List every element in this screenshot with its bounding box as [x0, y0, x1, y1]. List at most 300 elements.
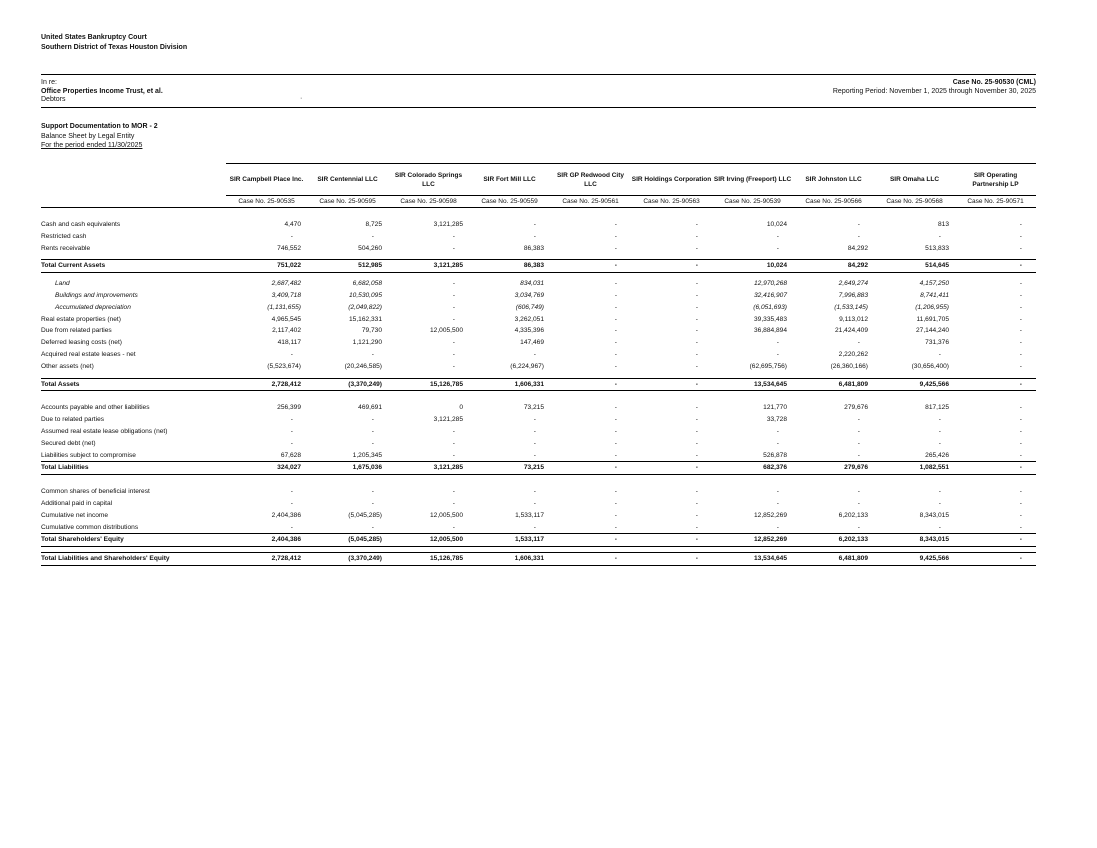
value-cell: - — [695, 221, 698, 228]
value-cell: - — [955, 378, 1036, 391]
value-cell: 3,121,285 — [433, 221, 463, 228]
value-cell: 3,409,718 — [271, 291, 301, 299]
value-cell: - — [290, 350, 293, 358]
value-cell: (1,131,655) — [267, 303, 301, 311]
value-cell: 2,687,482 — [271, 280, 301, 288]
value-cell: - — [631, 534, 712, 547]
value-cell: - — [614, 362, 617, 370]
value-cell: - — [938, 350, 941, 358]
value-cell: - — [695, 291, 698, 299]
row-label: Cumulative net income — [41, 511, 109, 519]
row-label: Assumed real estate lease obligations (net) — [41, 427, 168, 435]
value-cell: - — [938, 488, 941, 496]
row-label: Liabilities subject to compromise — [41, 451, 136, 459]
value-cell: - — [614, 291, 617, 299]
value-cell: 12,005,500 — [429, 511, 463, 519]
value-cell: - — [452, 362, 455, 370]
value-cell: 15,126,785 — [388, 553, 469, 566]
value-cell: (26,360,166) — [830, 362, 868, 370]
table-row — [41, 450, 1036, 462]
value-cell: 512,985 — [307, 260, 388, 273]
row-label: Cumulative common distributions — [41, 523, 139, 531]
value-cell: 4,157,250 — [919, 280, 949, 288]
value-cell: - — [776, 232, 779, 240]
value-cell: - — [776, 427, 779, 435]
value-cell: 1,205,345 — [352, 451, 382, 459]
value-cell: - — [631, 260, 712, 273]
value-cell: (5,045,285) — [307, 534, 388, 547]
entity-header-row — [41, 164, 1036, 196]
entity-case-number: Case No. 25-90568 — [874, 196, 955, 208]
value-cell: 4,335,396 — [514, 327, 544, 335]
row-label: Total Assets — [41, 378, 226, 391]
value-cell: 513,833 — [925, 244, 949, 252]
court-header — [41, 33, 187, 53]
value-cell: - — [614, 303, 617, 311]
value-cell: - — [695, 511, 698, 519]
table-row — [41, 522, 1036, 534]
entity-case-number: Case No. 25-90535 — [226, 196, 307, 208]
value-cell: - — [1019, 244, 1022, 252]
value-cell: - — [290, 427, 293, 435]
value-cell: - — [550, 534, 631, 547]
balance-sheet-body — [41, 208, 1036, 566]
value-cell: 1,606,331 — [469, 553, 550, 566]
value-cell: - — [1019, 232, 1022, 240]
value-cell: - — [614, 427, 617, 435]
row-label: Land — [55, 280, 70, 288]
value-cell: - — [452, 439, 455, 447]
value-cell: - — [533, 439, 536, 447]
value-cell: (606,749) — [515, 303, 544, 311]
value-cell: - — [452, 315, 455, 323]
value-cell: - — [857, 439, 860, 447]
value-cell: 324,027 — [226, 462, 307, 475]
entity-case-number: Case No. 25-90595 — [307, 196, 388, 208]
entity-column-header: SIR Fort Mill LLC — [469, 164, 550, 196]
value-cell: - — [1019, 488, 1022, 496]
value-cell: 3,121,285 — [388, 260, 469, 273]
value-cell: 6,202,133 — [793, 534, 874, 547]
value-cell: 279,676 — [844, 404, 868, 412]
table-row — [41, 314, 1036, 326]
spacer-row — [41, 208, 1036, 220]
table-row — [41, 290, 1036, 302]
support-subtitle: Balance Sheet by Legal Entity — [41, 132, 135, 140]
value-cell: (1,206,955) — [915, 303, 949, 311]
value-cell: 36,884,894 — [753, 327, 787, 335]
value-cell: 0 — [459, 404, 463, 412]
value-cell: 504,260 — [358, 244, 382, 252]
value-cell: 12,852,269 — [712, 534, 793, 547]
table-row — [41, 278, 1036, 290]
value-cell: - — [955, 553, 1036, 566]
court-division: Southern District of Texas Houston Division — [41, 44, 188, 51]
value-cell: - — [452, 451, 455, 459]
value-cell: - — [371, 427, 374, 435]
value-cell: 2,728,412 — [226, 378, 307, 391]
value-cell: - — [955, 260, 1036, 273]
value-cell: - — [776, 488, 779, 496]
row-label: Real estate properties (net) — [41, 315, 121, 323]
spacer-cell — [41, 391, 1036, 403]
row-label: Accounts payable and other liabilities — [41, 404, 150, 412]
entity-column-header: SIR Omaha LLC — [874, 164, 955, 196]
value-cell: - — [533, 416, 536, 424]
table-row — [41, 486, 1036, 498]
row-label: Due to related parties — [41, 416, 105, 424]
value-cell: 13,534,645 — [712, 553, 793, 566]
value-cell: - — [533, 451, 536, 459]
value-cell: 11,691,705 — [916, 315, 949, 323]
table-row — [41, 325, 1036, 337]
value-cell: - — [452, 499, 455, 507]
value-cell: - — [631, 553, 712, 566]
value-cell: - — [614, 221, 617, 228]
total-row — [41, 462, 1036, 475]
value-cell: - — [695, 339, 698, 347]
value-cell: - — [550, 553, 631, 566]
value-cell: 39,335,483 — [753, 315, 787, 323]
value-cell: 1,082,551 — [874, 462, 955, 475]
value-cell: - — [533, 523, 536, 531]
value-cell: - — [695, 362, 698, 370]
value-cell: - — [857, 232, 860, 240]
value-cell: 10,530,095 — [348, 291, 382, 299]
value-cell: (5,523,674) — [267, 362, 301, 370]
value-cell: 1,533,117 — [515, 511, 544, 519]
value-cell: - — [290, 416, 293, 424]
value-cell: - — [1019, 404, 1022, 412]
support-title: Support Documentation to MOR - 2 — [41, 123, 158, 130]
value-cell: - — [452, 244, 455, 252]
value-cell: - — [938, 232, 941, 240]
value-cell: - — [857, 451, 860, 459]
value-cell: - — [695, 280, 698, 288]
stray-dot: · — [300, 95, 303, 102]
value-cell: - — [938, 439, 941, 447]
value-cell: - — [857, 488, 860, 496]
value-cell: - — [1019, 451, 1022, 459]
value-cell: (62,695,756) — [749, 362, 787, 370]
value-cell: - — [695, 523, 698, 531]
value-cell: - — [614, 488, 617, 496]
value-cell: 7,996,883 — [838, 291, 868, 299]
value-cell: - — [452, 280, 455, 288]
value-cell: - — [938, 427, 941, 435]
value-cell: 4,470 — [284, 221, 301, 228]
value-cell: 514,645 — [874, 260, 955, 273]
value-cell: - — [371, 350, 374, 358]
table-row — [41, 219, 1036, 231]
value-cell: - — [533, 350, 536, 358]
value-cell: - — [371, 439, 374, 447]
row-label: Buildings and improvements — [55, 291, 138, 299]
value-cell: (6,051,693) — [753, 303, 787, 311]
value-cell: - — [1019, 362, 1022, 370]
case-header-row — [41, 196, 1036, 208]
table-row — [41, 414, 1036, 426]
debtors-label: Debtors — [41, 96, 66, 104]
row-label: Restricted cash — [41, 232, 87, 240]
value-cell: - — [938, 416, 941, 424]
value-cell: - — [614, 404, 617, 412]
value-cell: 2,220,262 — [838, 350, 868, 358]
value-cell: - — [857, 427, 860, 435]
value-cell: 256,399 — [277, 404, 301, 412]
value-cell: (3,370,249) — [307, 378, 388, 391]
value-cell: - — [371, 523, 374, 531]
value-cell: - — [631, 462, 712, 475]
value-cell: 1,533,117 — [469, 534, 550, 547]
value-cell: 418,117 — [277, 339, 301, 347]
total-row — [41, 553, 1036, 566]
value-cell: - — [776, 244, 779, 252]
entity-column-header: SIR Irving (Freeport) LLC — [712, 164, 793, 196]
value-cell: - — [695, 244, 698, 252]
value-cell: 67,628 — [280, 451, 301, 459]
value-cell: 10,024 — [712, 260, 793, 273]
value-cell: 8,343,015 — [919, 511, 949, 519]
case-info — [833, 79, 1036, 96]
value-cell: - — [533, 427, 536, 435]
entity-column-header: SIR Holdings Corporation — [631, 164, 712, 196]
value-cell: - — [452, 427, 455, 435]
value-cell: - — [614, 499, 617, 507]
value-cell: - — [371, 232, 374, 240]
entity-case-number: Case No. 25-90598 — [388, 196, 469, 208]
case-caption — [41, 79, 163, 105]
value-cell: - — [550, 260, 631, 273]
value-cell: 731,376 — [925, 339, 949, 347]
row-label: Total Current Assets — [41, 260, 226, 273]
value-cell: - — [695, 350, 698, 358]
value-cell: - — [695, 232, 698, 240]
value-cell: - — [1019, 350, 1022, 358]
value-cell: 2,649,274 — [838, 280, 868, 288]
value-cell: - — [614, 350, 617, 358]
value-cell: 469,691 — [358, 404, 382, 412]
value-cell: 12,005,500 — [388, 534, 469, 547]
value-cell: 79,730 — [361, 327, 382, 335]
value-cell: - — [695, 427, 698, 435]
value-cell: - — [533, 221, 536, 228]
value-cell: 15,126,785 — [388, 378, 469, 391]
support-period: For the period ended 11/30/2025 — [41, 142, 143, 150]
value-cell: - — [695, 327, 698, 335]
value-cell: 682,376 — [712, 462, 793, 475]
value-cell: 32,416,907 — [753, 291, 787, 299]
value-cell: - — [857, 221, 860, 228]
value-cell: (2,049,822) — [348, 303, 382, 311]
value-cell: - — [614, 280, 617, 288]
entity-case-number: Case No. 25-90563 — [631, 196, 712, 208]
value-cell: - — [857, 499, 860, 507]
entity-case-number: Case No. 25-90539 — [712, 196, 793, 208]
table-row — [41, 402, 1036, 414]
value-cell: - — [614, 451, 617, 459]
value-cell: - — [695, 488, 698, 496]
value-cell: 73,215 — [469, 462, 550, 475]
row-label: Accumulated depreciation — [55, 303, 131, 311]
value-cell: - — [1019, 339, 1022, 347]
value-cell: 2,404,386 — [271, 511, 301, 519]
value-cell: - — [614, 327, 617, 335]
court-name: United States Bankruptcy Court — [41, 34, 147, 41]
value-cell: - — [550, 462, 631, 475]
value-cell: (5,045,285) — [348, 511, 382, 519]
case-number: Case No. 25-90530 (CML) — [952, 79, 1036, 86]
value-cell: 8,725 — [365, 221, 382, 228]
entity-column-header: SIR Johnston LLC — [793, 164, 874, 196]
row-label: Secured debt (net) — [41, 439, 96, 447]
entity-column-header: SIR Operating Partnership LP — [955, 164, 1036, 196]
value-cell: - — [290, 523, 293, 531]
value-cell: - — [614, 511, 617, 519]
value-cell: - — [1019, 511, 1022, 519]
entity-column-header: SIR GP Redwood City LLC — [550, 164, 631, 196]
value-cell: - — [290, 488, 293, 496]
balance-sheet-table — [41, 163, 1036, 566]
value-cell: 1,121,290 — [352, 339, 382, 347]
row-label: Common shares of beneficial interest — [41, 488, 150, 496]
value-cell: 3,121,285 — [433, 416, 463, 424]
value-cell: - — [857, 339, 860, 347]
table-row — [41, 231, 1036, 243]
value-cell: - — [1019, 315, 1022, 323]
value-cell: (1,533,145) — [834, 303, 868, 311]
value-cell: 9,425,566 — [874, 553, 955, 566]
value-cell: 6,481,809 — [793, 378, 874, 391]
value-cell: - — [452, 232, 455, 240]
value-cell: 6,202,133 — [838, 511, 868, 519]
value-cell: - — [938, 523, 941, 531]
value-cell: 6,682,058 — [352, 280, 382, 288]
value-cell: - — [452, 350, 455, 358]
table-row — [41, 243, 1036, 255]
row-label: Acquired real estate leases - net — [41, 350, 136, 358]
value-cell: 33,728 — [766, 416, 787, 424]
value-cell: - — [614, 315, 617, 323]
value-cell: 751,022 — [226, 260, 307, 273]
value-cell: - — [776, 339, 779, 347]
value-cell: - — [614, 339, 617, 347]
value-cell: 21,424,409 — [834, 327, 868, 335]
value-cell: - — [776, 439, 779, 447]
value-cell: 1,606,331 — [469, 378, 550, 391]
value-cell: - — [452, 291, 455, 299]
value-cell: 84,292 — [793, 260, 874, 273]
value-cell: - — [452, 303, 455, 311]
value-cell: 817,125 — [925, 404, 949, 412]
value-cell: 27,144,240 — [915, 327, 949, 335]
value-cell: - — [1019, 439, 1022, 447]
value-cell: - — [533, 232, 536, 240]
value-cell: - — [955, 462, 1036, 475]
row-label: Cash and cash equivalents — [41, 221, 121, 228]
value-cell: - — [452, 488, 455, 496]
value-cell: 6,481,809 — [793, 553, 874, 566]
value-cell: (30,656,400) — [911, 362, 949, 370]
value-cell: 12,970,268 — [753, 280, 787, 288]
value-cell: 8,343,015 — [874, 534, 955, 547]
value-cell: - — [1019, 327, 1022, 335]
value-cell: - — [1019, 291, 1022, 299]
value-cell: - — [695, 499, 698, 507]
total-row — [41, 378, 1036, 391]
row-label: Total Liabilities and Shareholders' Equity — [41, 553, 226, 566]
row-label: Additional paid in capital — [41, 499, 113, 507]
value-cell: 9,425,566 — [874, 378, 955, 391]
in-re-label: In re: — [41, 79, 57, 86]
value-cell: - — [371, 416, 374, 424]
value-cell: 279,676 — [793, 462, 874, 475]
value-cell: - — [1019, 303, 1022, 311]
table-row — [41, 498, 1036, 510]
value-cell: 84,292 — [847, 244, 868, 252]
top-rule — [41, 74, 1036, 75]
table-row — [41, 438, 1036, 450]
value-cell: 15,162,331 — [348, 315, 382, 323]
value-cell: 2,117,402 — [272, 327, 301, 335]
support-title-block — [41, 122, 158, 151]
value-cell: - — [695, 416, 698, 424]
value-cell: 8,741,411 — [920, 291, 949, 299]
table-row — [41, 337, 1036, 349]
value-cell: - — [290, 439, 293, 447]
value-cell: - — [1019, 280, 1022, 288]
table-row — [41, 302, 1036, 314]
value-cell: - — [614, 416, 617, 424]
value-cell: (6,224,967) — [510, 362, 544, 370]
row-label: Deferred leasing costs (net) — [41, 339, 122, 347]
value-cell: 73,215 — [523, 404, 544, 412]
value-cell: 10,024 — [766, 221, 787, 228]
entity-column-header: SIR Centennial LLC — [307, 164, 388, 196]
value-cell: - — [776, 350, 779, 358]
value-cell: - — [290, 232, 293, 240]
value-cell: - — [1019, 499, 1022, 507]
value-cell: - — [290, 499, 293, 507]
value-cell: - — [452, 523, 455, 531]
table-row — [41, 510, 1036, 522]
value-cell: - — [776, 523, 779, 531]
value-cell: - — [614, 244, 617, 252]
value-cell: - — [1019, 523, 1022, 531]
value-cell: - — [452, 339, 455, 347]
value-cell: - — [857, 416, 860, 424]
value-cell: 834,031 — [520, 280, 544, 288]
value-cell: 13,534,645 — [712, 378, 793, 391]
value-cell: 86,383 — [469, 260, 550, 273]
spacer-row — [41, 475, 1036, 487]
value-cell: - — [614, 232, 617, 240]
value-cell: 265,426 — [925, 451, 949, 459]
value-cell: - — [1019, 221, 1022, 228]
value-cell: 746,552 — [277, 244, 301, 252]
spacer-cell — [41, 208, 1036, 220]
spacer-row — [41, 391, 1036, 403]
reporting-period: Reporting Period: November 1, 2025 through November 30, 2025 — [832, 87, 1036, 95]
value-cell: 147,469 — [520, 339, 544, 347]
value-cell: - — [695, 451, 698, 459]
total-row — [41, 534, 1036, 547]
spacer-cell — [41, 475, 1036, 487]
value-cell: - — [695, 404, 698, 412]
value-cell: 2,404,386 — [226, 534, 307, 547]
value-cell: - — [776, 499, 779, 507]
label-case-header — [41, 196, 226, 208]
